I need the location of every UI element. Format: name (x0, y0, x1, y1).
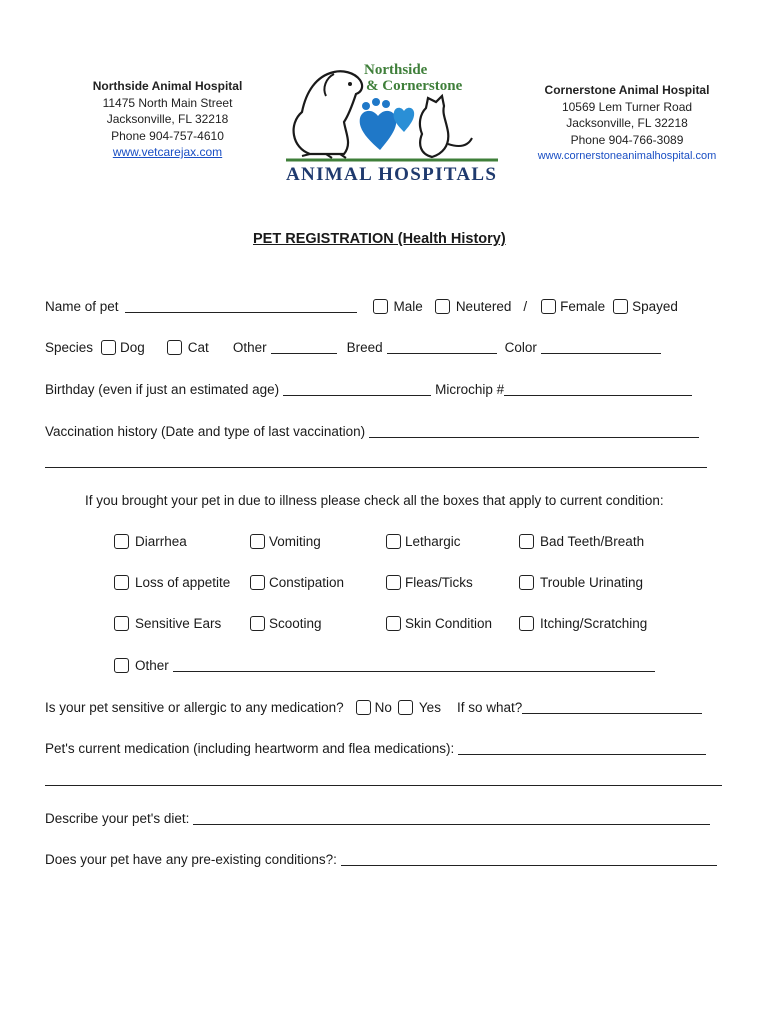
condition-checkbox[interactable] (519, 575, 534, 590)
condition-item[interactable] (250, 534, 321, 549)
logo-line2: & Cornerstone (366, 78, 463, 94)
cornerstone-street: 10569 Lem Turner Road (561, 99, 693, 114)
dog-checkbox[interactable] (101, 340, 116, 355)
condition-item[interactable] (386, 616, 492, 631)
condition-item[interactable] (519, 616, 647, 631)
species-other-field[interactable] (271, 341, 337, 354)
logo-line1: Northside (364, 62, 428, 78)
cornerstone-address-block (527, 82, 727, 165)
cornerstone-city: Jacksonville, FL 32218 (566, 116, 688, 130)
preexisting-label: Does your pet have any pre-existing conditions?: (45, 852, 337, 867)
vaccination-row (45, 424, 699, 439)
birthday-row (45, 382, 692, 397)
cat-checkbox[interactable] (167, 340, 182, 355)
dog-label: Dog (120, 340, 145, 355)
condition-item[interactable] (519, 575, 643, 590)
condition-checkbox[interactable] (386, 575, 401, 590)
cat-label: Cat (187, 340, 209, 355)
color-label: Color (504, 340, 537, 355)
pet-name-row (45, 299, 678, 314)
allergy-no-checkbox[interactable] (356, 700, 371, 715)
condition-checkbox[interactable] (386, 616, 401, 631)
condition-label: Scooting (269, 616, 322, 631)
condition-checkbox[interactable] (114, 616, 129, 631)
allergy-yes-label: Yes (418, 700, 441, 715)
breed-field[interactable] (387, 341, 497, 354)
medication-field-line2[interactable] (45, 785, 722, 786)
birthday-field[interactable] (283, 383, 431, 396)
northside-name: Northside Animal Hospital (92, 79, 243, 93)
cornerstone-website-link[interactable]: www.cornerstoneanimalhospital.com (537, 150, 717, 162)
condition-checkbox[interactable] (250, 575, 265, 590)
vaccination-field[interactable] (369, 425, 699, 438)
condition-item[interactable] (250, 616, 322, 631)
pet-name-label: Name of pet (45, 299, 119, 314)
condition-checkbox[interactable] (386, 534, 401, 549)
condition-label: Diarrhea (135, 534, 187, 549)
spayed-label: Spayed (632, 299, 678, 314)
color-field[interactable] (541, 341, 661, 354)
condition-item[interactable] (386, 575, 473, 590)
preexisting-row (45, 852, 717, 867)
condition-checkbox[interactable] (519, 534, 534, 549)
allergy-yes-checkbox[interactable] (398, 700, 413, 715)
condition-checkbox[interactable] (114, 575, 129, 590)
diet-row (45, 811, 710, 826)
diet-label: Describe your pet's diet: (45, 811, 190, 826)
spayed-checkbox[interactable] (613, 299, 628, 314)
northside-street: 11475 North Main Street (102, 95, 233, 110)
condition-checkbox[interactable] (250, 616, 265, 631)
female-checkbox[interactable] (541, 299, 556, 314)
northside-address-block (80, 78, 255, 161)
condition-label: Trouble Urinating (540, 575, 644, 590)
condition-label: Constipation (269, 575, 345, 590)
cornerstone-name: Cornerstone Animal Hospital (544, 83, 710, 97)
microchip-label: Microchip # (435, 382, 505, 397)
sex-separator: / (523, 299, 528, 314)
birthday-label: Birthday (even if just an estimated age) (45, 382, 280, 397)
medication-row (45, 741, 706, 756)
northside-city: Jacksonville, FL 32218 (106, 112, 229, 126)
condition-checkbox[interactable] (519, 616, 534, 631)
microchip-field[interactable] (504, 383, 692, 396)
condition-label: Sensitive Ears (135, 616, 222, 631)
condition-checkbox[interactable] (114, 534, 129, 549)
neutered-label: Neutered (455, 299, 512, 314)
vaccination-field-line2[interactable] (45, 467, 707, 468)
allergy-detail-field[interactable] (522, 701, 702, 714)
condition-label: Skin Condition (405, 616, 493, 631)
vaccination-label: Vaccination history (Date and type of last vaccination) (45, 424, 366, 439)
allergy-row (45, 700, 702, 715)
allergy-question: Is your pet sensitive or allergic to any medication? (45, 700, 344, 715)
condition-label: Fleas/Ticks (405, 575, 473, 590)
preexisting-field[interactable] (341, 853, 717, 866)
cornerstone-phone: Phone 904-766-3089 (570, 132, 684, 147)
breed-label: Breed (346, 340, 383, 355)
diet-field[interactable] (193, 812, 710, 825)
condition-item[interactable] (114, 534, 187, 549)
condition-item[interactable] (114, 575, 230, 590)
condition-label: Lethargic (405, 534, 461, 549)
condition-item[interactable] (386, 534, 461, 549)
pet-name-field[interactable] (125, 300, 357, 313)
condition-other-label: Other (135, 658, 169, 673)
northside-phone: Phone 904-757-4610 (111, 128, 224, 143)
male-checkbox[interactable] (373, 299, 388, 314)
condition-item[interactable] (250, 575, 344, 590)
species-other-label: Other (232, 340, 267, 355)
condition-item[interactable] (114, 616, 221, 631)
medication-label: Pet's current medication (including heartworm and flea medications): (45, 741, 455, 756)
dog-cat-heart-logo-icon (282, 62, 502, 184)
form-title: PET REGISTRATION (Health History) (253, 231, 506, 247)
female-label: Female (560, 299, 606, 314)
hospital-logo (282, 62, 502, 184)
male-label: Male (393, 299, 423, 314)
condition-label: Itching/Scratching (540, 616, 648, 631)
allergy-no-label: No (374, 700, 392, 715)
species-label: Species (45, 340, 94, 355)
condition-other-row (114, 658, 655, 673)
logo-line3: ANIMAL HOSPITALS (286, 164, 496, 184)
condition-checkbox[interactable] (250, 534, 265, 549)
condition-other-field[interactable] (173, 659, 655, 672)
species-row (45, 340, 661, 355)
allergy-if-so-label: If so what? (456, 700, 523, 715)
neutered-checkbox[interactable] (435, 299, 450, 314)
medication-field[interactable] (458, 742, 706, 755)
condition-label: Vomiting (269, 534, 321, 549)
northside-website-link[interactable]: www.vetcarejax.com (112, 145, 223, 159)
condition-item[interactable] (519, 534, 644, 549)
condition-label: Bad Teeth/Breath (540, 534, 645, 549)
condition-other-checkbox[interactable] (114, 658, 129, 673)
illness-prompt: If you brought your pet in due to illness please check all the boxes that apply to current condition: (85, 493, 664, 508)
condition-label: Loss of appetite (135, 575, 231, 590)
